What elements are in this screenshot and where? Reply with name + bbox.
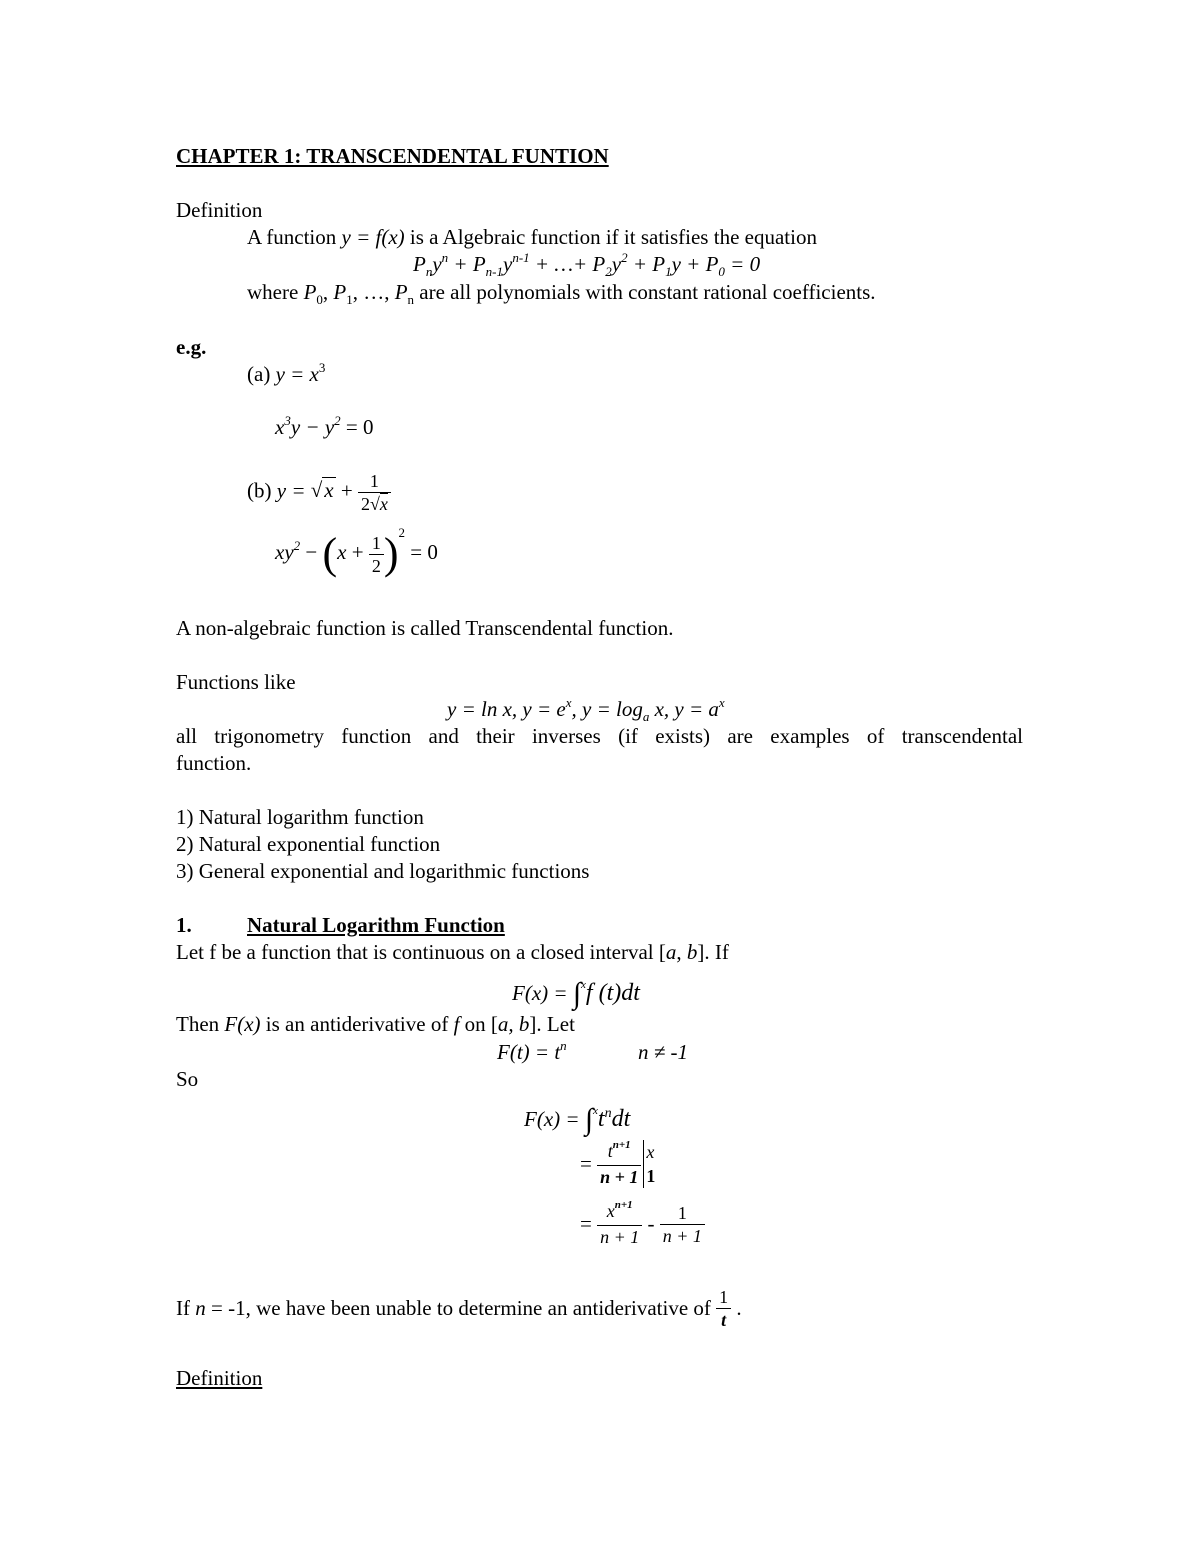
sqrt-x: √x: [310, 478, 334, 503]
definition-text: A function y = f(x) is a Algebraic function if it satisfies the equation: [247, 225, 817, 249]
fraction-t-power: $\frac{t^{n+1}}{n + 1}$: [597, 1140, 641, 1188]
then-text: Then F(x) is an antiderivative of f on [a, b]. Let: [176, 1012, 575, 1036]
Ft-equation: $F(t) = t^n$: [497, 1038, 567, 1064]
so-text: So: [176, 1067, 199, 1091]
functions-like-text: Functions like: [176, 670, 296, 694]
fraction-one-half: $\frac{1}{2}$: [369, 532, 384, 577]
integral-equation: $F(x) = \int^xt^ndt$: [524, 1103, 631, 1136]
list-item: 2) Natural exponential function: [176, 832, 441, 856]
definition-label-2: Definition: [176, 1366, 263, 1390]
example-a-equation: $x^3y - y^2 = 0$: [275, 413, 374, 439]
if-n-text: If n = -1, we have been unable to determine an antiderivative of $\frac{1}{t}$ .: [176, 1287, 742, 1330]
section-title: Natural Logarithm Function: [247, 913, 505, 937]
n-condition: n ≠ -1: [638, 1040, 689, 1064]
trig-text-line1: all trigonometry function and their inverses (if exists) are examples of transcendental: [176, 724, 1023, 748]
where-text: where $P_0$, $P_1$, …, $P_n$ are all polynomials with constant rational coefficients.: [247, 280, 876, 307]
list-item: 1) Natural logarithm function: [176, 805, 424, 829]
fraction-1-over-2-sqrt-x: $\frac{1}{2√x}$: [358, 470, 391, 515]
definition-label: Definition: [176, 198, 263, 222]
transcendental-examples-equation: y = ln x, $y = e^x$, $y = \log_a x$, $y = a^x$: [447, 695, 725, 724]
integral-step-result: = $\frac{x^{n+1}}{n + 1}$ - $\frac{1}{n + 1}$: [580, 1200, 705, 1248]
section-number: 1.: [176, 913, 192, 937]
trig-text-line2: function.: [176, 751, 252, 775]
polynomial-equation: $P_ny^n + P_{n-1}y^{n-1}$ + …+ $P_2y^2 + P_1y + P_0 = 0$: [413, 250, 761, 279]
section-intro-text: Let f be a function that is continuous on a closed interval [a, b]. If: [176, 940, 729, 964]
list-item: 3) General exponential and logarithmic functions: [176, 859, 590, 883]
example-b-equation: $xy^2 - (x$ + $\frac{1}{2}$ )$^2$ = 0: [275, 525, 438, 578]
fraction-x-power: $\frac{x^{n+1}}{n + 1}$: [597, 1200, 642, 1248]
non-algebraic-text: A non-algebraic function is called Transcendental function.: [176, 616, 674, 640]
fraction-one-over-n-plus-one: $\frac{1}{n + 1}$: [660, 1202, 705, 1247]
eg-label: e.g.: [176, 335, 207, 359]
example-a: (a) $y = x^3$: [247, 360, 326, 386]
Fx-definition-equation: F(x) = ∫$^x$f (t)dt: [512, 977, 640, 1010]
example-b: (b) y = √x + $\frac{1}{2√x}$: [247, 470, 391, 515]
fraction-one-over-t: $\frac{1}{t}$: [716, 1286, 731, 1331]
chapter-heading: CHAPTER 1: TRANSCENDENTAL FUNTION: [176, 144, 609, 168]
integral-step-evaluated: = $\frac{t^{n+1}}{n + 1}$ x 1: [580, 1139, 656, 1187]
